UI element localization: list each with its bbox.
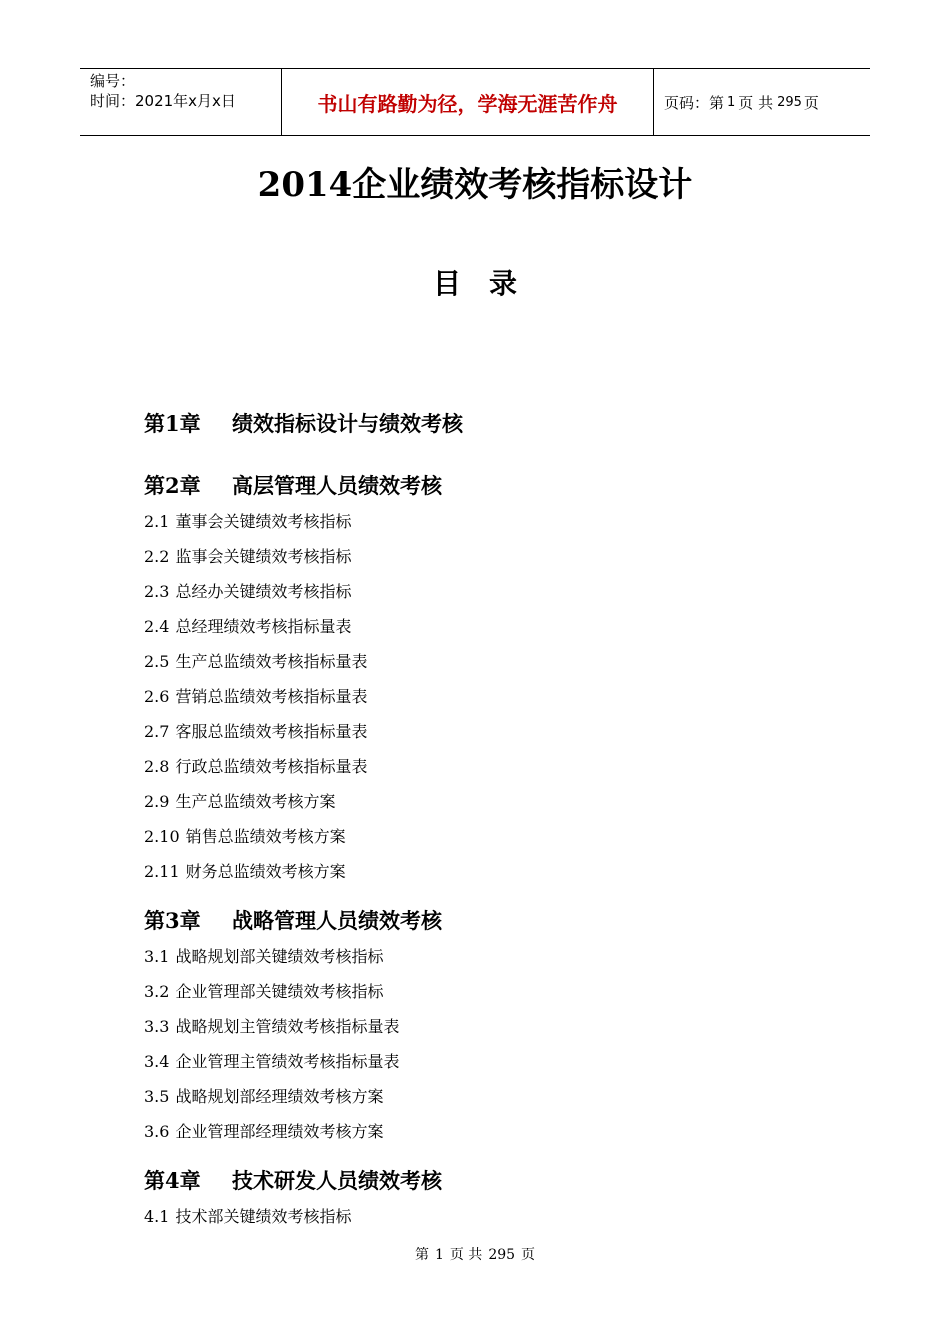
toc-item — [144, 539, 844, 574]
toc-item-text: 董事会关键绩效考核指标 — [175, 512, 352, 531]
number-label: 编号： — [90, 72, 136, 90]
toc-chapter — [144, 903, 844, 939]
page-prefix: 页码：第 — [664, 93, 725, 112]
chapter-number: 第1章 — [144, 411, 201, 436]
toc-item-number: 2.9 — [144, 792, 170, 811]
toc-item-text: 企业管理主管绩效考核指标量表 — [175, 1052, 400, 1071]
toc-item-number: 3.4 — [144, 1052, 170, 1071]
toc-item-text: 总经办关键绩效考核指标 — [175, 582, 352, 601]
toc-item — [144, 644, 844, 679]
chapter-number: 第3章 — [144, 908, 201, 933]
header-table — [80, 68, 870, 136]
toc-item — [144, 939, 844, 974]
header-motto-cell — [282, 69, 654, 135]
page-current: 1 — [727, 94, 736, 110]
time-label: 时间：2021年x月x日 — [90, 92, 236, 110]
toc-item — [144, 749, 844, 784]
toc-item — [144, 714, 844, 749]
toc-item-text: 技术部关键绩效考核指标 — [175, 1207, 352, 1226]
toc-item — [144, 574, 844, 609]
toc-heading — [0, 262, 950, 306]
chapter-title: 绩效指标设计与绩效考核 — [232, 411, 463, 436]
toc-item-number: 2.4 — [144, 617, 170, 636]
toc-item-text: 生产总监绩效考核指标量表 — [175, 652, 368, 671]
toc-item-number: 2.11 — [144, 862, 180, 881]
toc-item-text: 战略规划主管绩效考核指标量表 — [175, 1017, 400, 1036]
toc-item — [144, 1199, 844, 1234]
toc-item — [144, 819, 844, 854]
toc-chapter — [144, 406, 844, 442]
toc-item-number: 3.1 — [144, 947, 170, 966]
toc-chapter — [144, 468, 844, 504]
header-meta-cell — [80, 69, 282, 135]
toc-item-number: 2.2 — [144, 547, 170, 566]
toc-item-number: 2.5 — [144, 652, 170, 671]
toc-item-number: 3.3 — [144, 1017, 170, 1036]
header-page-cell — [654, 69, 870, 135]
footer-mid: 页 共 — [449, 1247, 483, 1263]
toc-item-text: 行政总监绩效考核指标量表 — [175, 757, 368, 776]
toc-item-text: 销售总监绩效考核方案 — [185, 827, 346, 846]
toc-item — [144, 854, 844, 889]
document-title: 2014企业绩效考核指标设计 — [257, 165, 693, 205]
toc-item — [144, 1009, 844, 1044]
chapter-title: 战略管理人员绩效考核 — [232, 908, 442, 933]
toc-item-number: 3.5 — [144, 1087, 170, 1106]
chapter-number: 第2章 — [144, 473, 201, 498]
footer-total: 295 — [488, 1247, 516, 1263]
toc-chapter — [144, 1163, 844, 1199]
toc-item-text: 战略规划部经理绩效考核方案 — [175, 1087, 384, 1106]
toc-item — [144, 504, 844, 539]
toc-item-number: 2.6 — [144, 687, 170, 706]
toc-heading-char: 目 — [432, 267, 461, 300]
toc-item-number: 2.7 — [144, 722, 170, 741]
footer-suffix: 页 — [521, 1247, 536, 1263]
chapter-title: 技术研发人员绩效考核 — [232, 1168, 442, 1193]
toc-item — [144, 1114, 844, 1149]
toc-item — [144, 974, 844, 1009]
toc-item-text: 企业管理部经理绩效考核方案 — [175, 1122, 384, 1141]
toc-item-text: 营销总监绩效考核指标量表 — [175, 687, 368, 706]
toc-item-text: 总经理绩效考核指标量表 — [175, 617, 352, 636]
toc-item — [144, 609, 844, 644]
chapter-number: 第4章 — [144, 1168, 201, 1193]
toc-item-number: 4.1 — [144, 1207, 170, 1226]
toc-item — [144, 784, 844, 819]
footer-current: 1 — [434, 1247, 444, 1263]
toc-item — [144, 1079, 844, 1114]
toc-item — [144, 679, 844, 714]
page-footer — [0, 1244, 950, 1264]
motto-text: 书山有路勤为径，学海无涯苦作舟 — [317, 91, 618, 116]
toc-item-number: 2.3 — [144, 582, 170, 601]
footer-prefix: 第 — [414, 1247, 429, 1263]
toc-item-number: 2.8 — [144, 757, 170, 776]
toc-item-text: 企业管理部关键绩效考核指标 — [175, 982, 384, 1001]
toc-item-number: 3.2 — [144, 982, 170, 1001]
toc-item-text: 财务总监绩效考核方案 — [185, 862, 346, 881]
toc-item-number: 3.6 — [144, 1122, 170, 1141]
page-total: 295 — [777, 94, 802, 110]
toc-item-number: 2.1 — [144, 512, 170, 531]
toc-item-number: 2.10 — [144, 827, 180, 846]
toc-item-text: 生产总监绩效考核方案 — [175, 792, 336, 811]
table-of-contents — [144, 392, 844, 1234]
toc-heading-char: 录 — [489, 267, 518, 300]
toc-item — [144, 1044, 844, 1079]
chapter-title: 高层管理人员绩效考核 — [232, 473, 442, 498]
page-suffix: 页 — [803, 93, 819, 112]
toc-item-text: 客服总监绩效考核指标量表 — [175, 722, 368, 741]
toc-item-text: 监事会关键绩效考核指标 — [175, 547, 352, 566]
page-mid: 页 共 — [738, 93, 774, 112]
toc-item-text: 战略规划部关键绩效考核指标 — [175, 947, 384, 966]
